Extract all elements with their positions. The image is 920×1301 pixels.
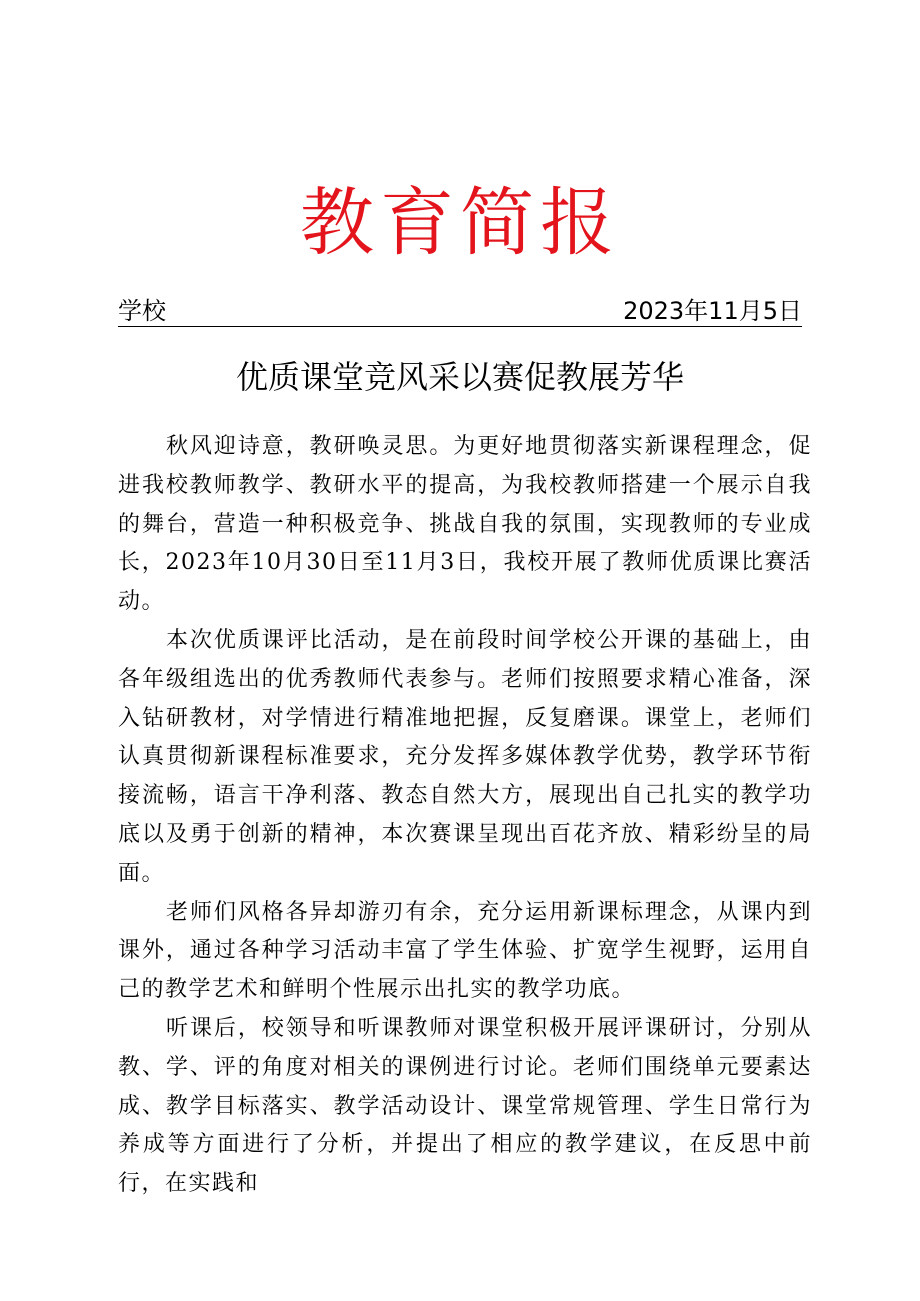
paragraph: 听课后，校领导和听课教师对课堂积极开展评课研讨，分别从教、学、评的角度对相关的课例进行讨论。老师们围绕单元要素达成、教学目标落实、教学活动设计、课堂常规管理、学生日常行为养成等方面进行了分析，并提出了相应的教学建议，在反思中前行，在实践和: [118, 1015, 812, 1197]
article-title: 优质课堂竞风采以赛促教展芳华: [235, 358, 684, 396]
article-body: [118, 428, 812, 1204]
paragraph: 秋风迎诗意，教研唤灵思。为更好地贯彻落实新课程理念，促进我校教师教学、教研水平的提高，为我校教师搭建一个展示自我的舞台，营造一种积极竞争、挑战自我的氛围，实现教师的专业成长，2023年10月30日至11月3日，我校开展了教师优质课比赛活动。: [118, 434, 812, 615]
newsletter-masthead: 教育简报: [300, 180, 620, 266]
paragraph: 老师们风格各异却游刃有余，充分运用新课标理念，从课内到课外，通过各种学习活动丰富了学生体验、扩宽学生视野，运用自己的教学艺术和鲜明个性展示出扎实的教学功底。: [118, 899, 812, 1003]
paragraph: 本次优质课评比活动，是在前段时间学校公开课的基础上，由各年级组选出的优秀教师代表参与。老师们按照要求精心准备，深入钻研教材，对学情进行精准地把握，反复磨课。课堂上，老师们认真贯彻新课程标准要求，充分发挥多媒体教学优势，教学环节衔接流畅，语言干净利落、教态自然大方，展现出自己扎实的教学功底以及勇于创新的精神，本次赛课呈现出百花齐放、精彩纷呈的局面。: [118, 627, 812, 886]
school-label: 学校: [118, 297, 166, 325]
byline-rule: [118, 296, 802, 327]
issue-date: 2023年11月5日: [623, 297, 802, 325]
